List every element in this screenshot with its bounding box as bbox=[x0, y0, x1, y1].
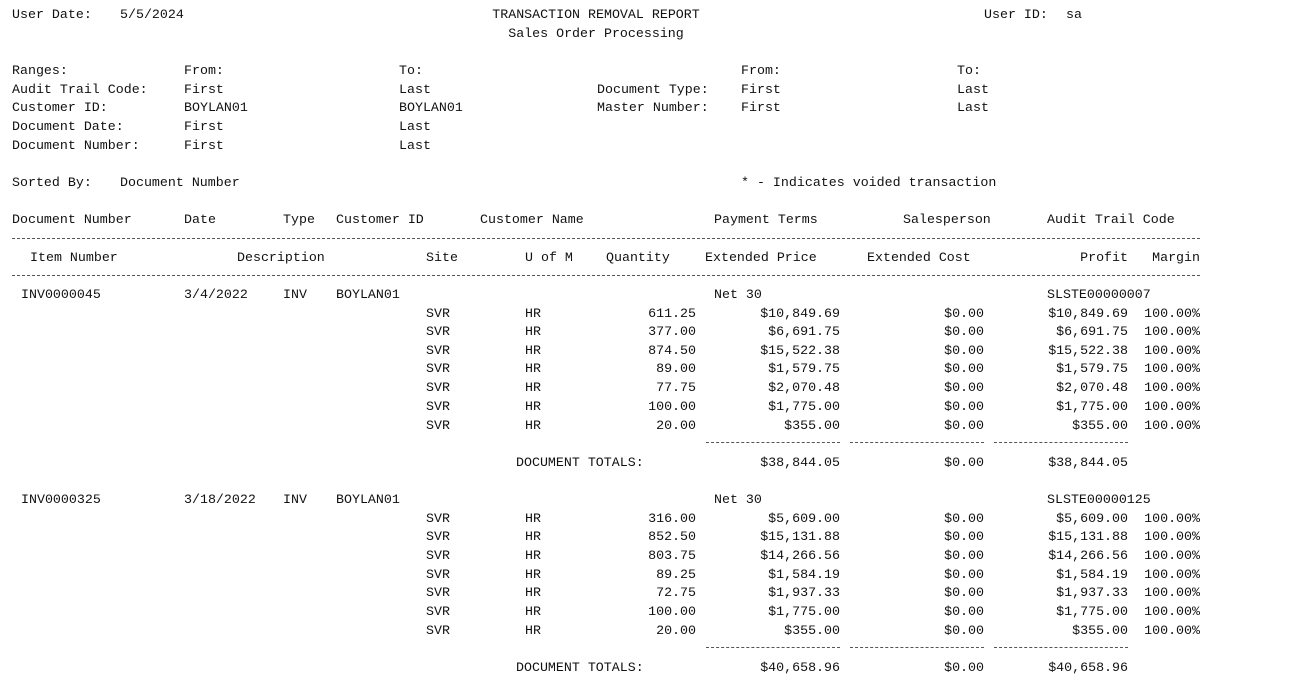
from-label: From: bbox=[184, 63, 224, 78]
line-site: SVR bbox=[426, 343, 450, 358]
ranges-label: Ranges: bbox=[12, 63, 68, 78]
audit-trail-code-to: Last bbox=[399, 82, 431, 97]
line-profit: $1,937.33 bbox=[1056, 585, 1128, 600]
line-margin: 100.00% bbox=[1144, 567, 1200, 582]
line-profit: $14,266.56 bbox=[1048, 548, 1128, 563]
document-totals-label: DOCUMENT TOTALS: bbox=[516, 455, 644, 470]
line-site: SVR bbox=[426, 623, 450, 638]
col-site: Site bbox=[426, 250, 458, 265]
line-site: SVR bbox=[426, 548, 450, 563]
line-site: SVR bbox=[426, 324, 450, 339]
customer-id-from: BOYLAN01 bbox=[184, 100, 248, 115]
line-extended-cost: $0.00 bbox=[944, 399, 984, 414]
line-extended-cost: $0.00 bbox=[944, 585, 984, 600]
col-customer-id: Customer ID bbox=[336, 212, 424, 227]
line-profit: $355.00 bbox=[1072, 418, 1128, 433]
line-extended-price: $10,849.69 bbox=[760, 306, 840, 321]
user-id-label: User ID: bbox=[984, 7, 1048, 22]
to-label: To: bbox=[399, 63, 423, 78]
line-uofm: HR bbox=[525, 567, 541, 582]
line-profit: $1,775.00 bbox=[1056, 604, 1128, 619]
line-quantity: 89.00 bbox=[656, 361, 696, 376]
line-extended-cost: $0.00 bbox=[944, 623, 984, 638]
sorted-by-label: Sorted By: bbox=[12, 175, 92, 190]
audit-trail-code-label: Audit Trail Code: bbox=[12, 82, 148, 97]
line-profit: $15,522.38 bbox=[1048, 343, 1128, 358]
document-totals-label: DOCUMENT TOTALS: bbox=[516, 660, 644, 675]
line-quantity: 874.50 bbox=[648, 343, 696, 358]
master-number-to: Last bbox=[957, 100, 989, 115]
line-site: SVR bbox=[426, 529, 450, 544]
document-date-from: First bbox=[184, 119, 224, 134]
line-quantity: 72.75 bbox=[656, 585, 696, 600]
line-site: SVR bbox=[426, 585, 450, 600]
line-margin: 100.00% bbox=[1144, 306, 1200, 321]
line-uofm: HR bbox=[525, 418, 541, 433]
col-item-number: Item Number bbox=[30, 250, 118, 265]
line-margin: 100.00% bbox=[1144, 380, 1200, 395]
line-site: SVR bbox=[426, 380, 450, 395]
line-margin: 100.00% bbox=[1144, 511, 1200, 526]
line-uofm: HR bbox=[525, 585, 541, 600]
total-extended-cost: $0.00 bbox=[944, 660, 984, 675]
line-margin: 100.00% bbox=[1144, 361, 1200, 376]
line-extended-price: $1,584.19 bbox=[768, 567, 840, 582]
report-subtitle: Sales Order Processing bbox=[508, 26, 684, 41]
line-extended-cost: $0.00 bbox=[944, 567, 984, 582]
line-extended-price: $15,131.88 bbox=[760, 529, 840, 544]
col-date: Date bbox=[184, 212, 216, 227]
line-site: SVR bbox=[426, 604, 450, 619]
line-margin: 100.00% bbox=[1144, 585, 1200, 600]
total-extended-cost: $0.00 bbox=[944, 455, 984, 470]
line-uofm: HR bbox=[525, 361, 541, 376]
document-customer-id: BOYLAN01 bbox=[336, 287, 400, 302]
document-payment-terms: Net 30 bbox=[714, 287, 762, 302]
master-number-from: First bbox=[741, 100, 781, 115]
line-margin: 100.00% bbox=[1144, 604, 1200, 619]
line-quantity: 20.00 bbox=[656, 418, 696, 433]
audit-trail-code-from: First bbox=[184, 82, 224, 97]
line-extended-cost: $0.00 bbox=[944, 343, 984, 358]
line-quantity: 20.00 bbox=[656, 623, 696, 638]
col-extended-cost: Extended Cost bbox=[867, 250, 971, 265]
line-profit: $15,131.88 bbox=[1048, 529, 1128, 544]
line-site: SVR bbox=[426, 399, 450, 414]
line-quantity: 89.25 bbox=[656, 567, 696, 582]
document-type: INV bbox=[283, 492, 307, 507]
line-extended-price: $1,775.00 bbox=[768, 399, 840, 414]
line-margin: 100.00% bbox=[1144, 548, 1200, 563]
line-margin: 100.00% bbox=[1144, 324, 1200, 339]
user-date-value: 5/5/2024 bbox=[120, 7, 184, 22]
document-number: INV0000325 bbox=[21, 492, 101, 507]
document-type-from: First bbox=[741, 82, 781, 97]
line-extended-price: $1,775.00 bbox=[768, 604, 840, 619]
void-note: * - Indicates voided transaction bbox=[741, 175, 997, 190]
line-profit: $10,849.69 bbox=[1048, 306, 1128, 321]
line-extended-cost: $0.00 bbox=[944, 306, 984, 321]
line-margin: 100.00% bbox=[1144, 529, 1200, 544]
document-type-to: Last bbox=[957, 82, 989, 97]
document-customer-id: BOYLAN01 bbox=[336, 492, 400, 507]
line-extended-price: $355.00 bbox=[784, 623, 840, 638]
customer-id-to: BOYLAN01 bbox=[399, 100, 463, 115]
line-extended-cost: $0.00 bbox=[944, 529, 984, 544]
line-uofm: HR bbox=[525, 623, 541, 638]
line-extended-price: $2,070.48 bbox=[768, 380, 840, 395]
col-extended-price: Extended Price bbox=[705, 250, 817, 265]
line-quantity: 316.00 bbox=[648, 511, 696, 526]
line-extended-price: $15,522.38 bbox=[760, 343, 840, 358]
document-type: INV bbox=[283, 287, 307, 302]
document-audit-trail-code: SLSTE00000007 bbox=[1047, 287, 1151, 302]
total-extended-price: $38,844.05 bbox=[760, 455, 840, 470]
line-uofm: HR bbox=[525, 343, 541, 358]
document-date-label: Document Date: bbox=[12, 119, 124, 134]
line-extended-cost: $0.00 bbox=[944, 418, 984, 433]
line-extended-cost: $0.00 bbox=[944, 380, 984, 395]
line-profit: $355.00 bbox=[1072, 623, 1128, 638]
col-profit: Profit bbox=[1080, 250, 1128, 265]
line-quantity: 611.25 bbox=[648, 306, 696, 321]
col-quantity: Quantity bbox=[606, 250, 670, 265]
header-separator bbox=[12, 238, 1200, 239]
col-margin: Margin bbox=[1152, 250, 1200, 265]
line-margin: 100.00% bbox=[1144, 418, 1200, 433]
line-site: SVR bbox=[426, 361, 450, 376]
line-uofm: HR bbox=[525, 548, 541, 563]
document-payment-terms: Net 30 bbox=[714, 492, 762, 507]
col-document-number: Document Number bbox=[12, 212, 132, 227]
from-label-right: From: bbox=[741, 63, 781, 78]
line-header-separator bbox=[12, 275, 1200, 276]
line-quantity: 803.75 bbox=[648, 548, 696, 563]
line-site: SVR bbox=[426, 511, 450, 526]
line-extended-price: $1,937.33 bbox=[768, 585, 840, 600]
total-profit: $40,658.96 bbox=[1048, 660, 1128, 675]
line-quantity: 100.00 bbox=[648, 604, 696, 619]
document-audit-trail-code: SLSTE00000125 bbox=[1047, 492, 1151, 507]
line-uofm: HR bbox=[525, 399, 541, 414]
document-date: 3/18/2022 bbox=[184, 492, 256, 507]
col-u-of-m: U of M bbox=[525, 250, 573, 265]
line-uofm: HR bbox=[525, 306, 541, 321]
line-extended-price: $14,266.56 bbox=[760, 548, 840, 563]
document-number: INV0000045 bbox=[21, 287, 101, 302]
line-extended-cost: $0.00 bbox=[944, 361, 984, 376]
line-margin: 100.00% bbox=[1144, 343, 1200, 358]
line-site: SVR bbox=[426, 567, 450, 582]
line-extended-cost: $0.00 bbox=[944, 548, 984, 563]
document-number-from: First bbox=[184, 138, 224, 153]
subtotal-rule-price bbox=[706, 647, 840, 648]
line-uofm: HR bbox=[525, 380, 541, 395]
line-profit: $2,070.48 bbox=[1056, 380, 1128, 395]
col-audit-trail-code: Audit Trail Code bbox=[1047, 212, 1175, 227]
line-uofm: HR bbox=[525, 511, 541, 526]
total-extended-price: $40,658.96 bbox=[760, 660, 840, 675]
line-extended-cost: $0.00 bbox=[944, 604, 984, 619]
line-profit: $1,775.00 bbox=[1056, 399, 1128, 414]
document-number-to: Last bbox=[399, 138, 431, 153]
document-date-to: Last bbox=[399, 119, 431, 134]
line-profit: $1,579.75 bbox=[1056, 361, 1128, 376]
document-type-label: Document Type: bbox=[597, 82, 709, 97]
line-extended-price: $355.00 bbox=[784, 418, 840, 433]
customer-id-label: Customer ID: bbox=[12, 100, 108, 115]
col-salesperson: Salesperson bbox=[903, 212, 991, 227]
subtotal-rule-price bbox=[706, 442, 840, 443]
user-date-label: User Date: bbox=[12, 7, 92, 22]
sorted-by-value: Document Number bbox=[120, 175, 240, 190]
line-quantity: 100.00 bbox=[648, 399, 696, 414]
line-extended-cost: $0.00 bbox=[944, 511, 984, 526]
line-extended-price: $1,579.75 bbox=[768, 361, 840, 376]
line-profit: $1,584.19 bbox=[1056, 567, 1128, 582]
col-customer-name: Customer Name bbox=[480, 212, 584, 227]
subtotal-rule-cost bbox=[850, 442, 984, 443]
col-description: Description bbox=[237, 250, 325, 265]
line-quantity: 852.50 bbox=[648, 529, 696, 544]
line-uofm: HR bbox=[525, 529, 541, 544]
line-uofm: HR bbox=[525, 604, 541, 619]
line-quantity: 377.00 bbox=[648, 324, 696, 339]
col-type: Type bbox=[283, 212, 315, 227]
line-extended-cost: $0.00 bbox=[944, 324, 984, 339]
line-margin: 100.00% bbox=[1144, 623, 1200, 638]
line-quantity: 77.75 bbox=[656, 380, 696, 395]
report-title: TRANSACTION REMOVAL REPORT bbox=[492, 7, 700, 22]
user-id-value: sa bbox=[1066, 7, 1082, 22]
document-date: 3/4/2022 bbox=[184, 287, 248, 302]
subtotal-rule-profit bbox=[994, 647, 1128, 648]
document-number-label: Document Number: bbox=[12, 138, 140, 153]
line-profit: $6,691.75 bbox=[1056, 324, 1128, 339]
line-extended-price: $6,691.75 bbox=[768, 324, 840, 339]
to-label-right: To: bbox=[957, 63, 981, 78]
master-number-label: Master Number: bbox=[597, 100, 709, 115]
total-profit: $38,844.05 bbox=[1048, 455, 1128, 470]
subtotal-rule-cost bbox=[850, 647, 984, 648]
line-site: SVR bbox=[426, 306, 450, 321]
line-margin: 100.00% bbox=[1144, 399, 1200, 414]
subtotal-rule-profit bbox=[994, 442, 1128, 443]
line-extended-price: $5,609.00 bbox=[768, 511, 840, 526]
line-site: SVR bbox=[426, 418, 450, 433]
line-profit: $5,609.00 bbox=[1056, 511, 1128, 526]
line-uofm: HR bbox=[525, 324, 541, 339]
col-payment-terms: Payment Terms bbox=[714, 212, 818, 227]
